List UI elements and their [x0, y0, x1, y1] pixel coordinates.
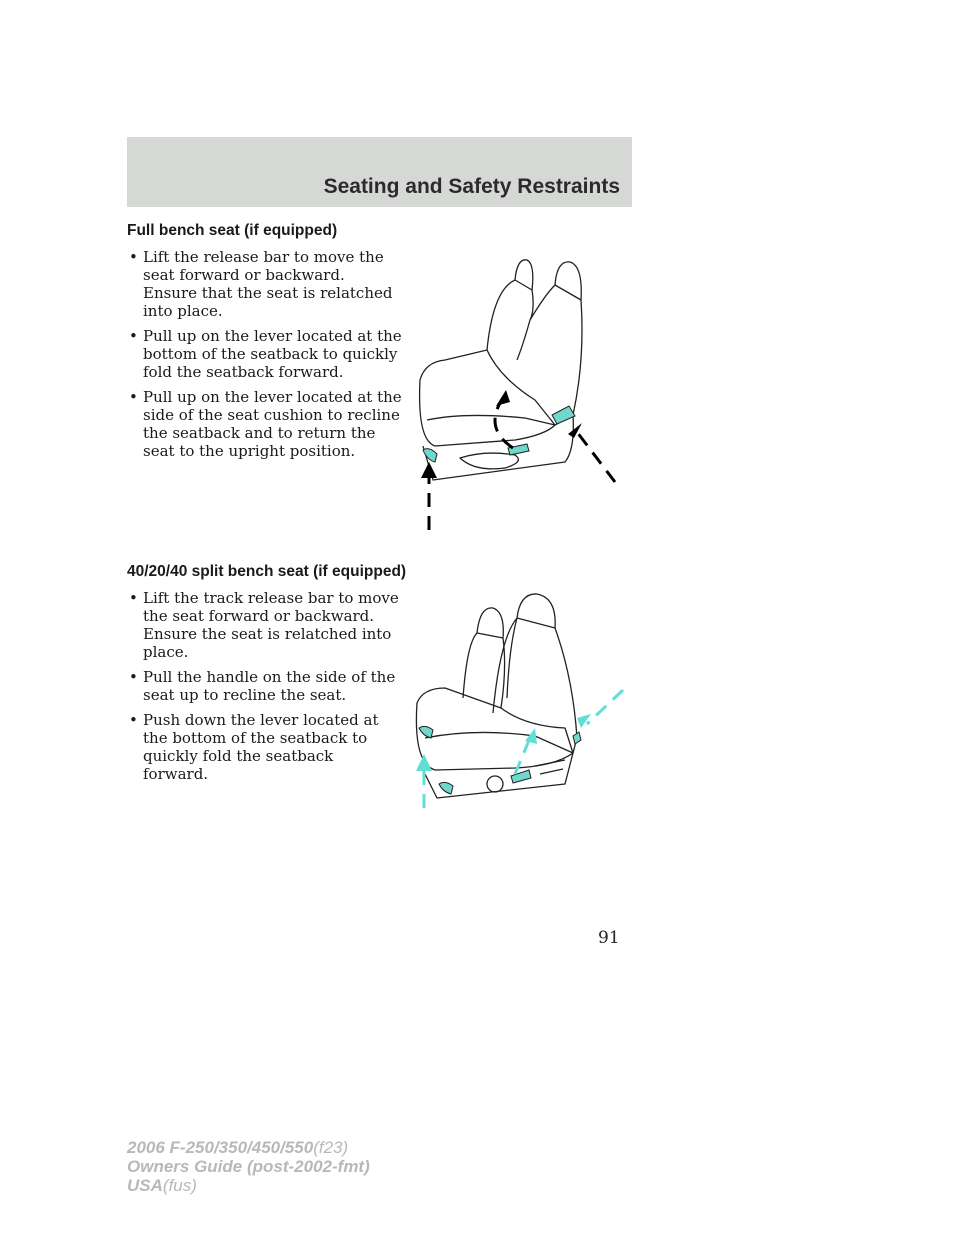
page-number: 91 [598, 928, 620, 948]
list-item: • Pull the handle on the side of the seat up to recline the seat. [129, 668, 396, 704]
section-split-bench-seat [127, 563, 406, 790]
bullet-list [127, 589, 406, 783]
footer-line: Owners Guide (post-2002-fmt) [127, 1157, 370, 1176]
list-item: • Pull up on the lever located at the side of the seat cushion to recline the seatback and to return the seat to the upright position. [129, 388, 402, 460]
bullet-list [127, 248, 403, 460]
list-item: • Push down the lever located at the bottom of the seatback to quickly fold the seatback forward. [129, 711, 379, 783]
track-release-bar-icon [439, 782, 453, 794]
split-bench-seat-illustration [405, 588, 630, 813]
section-full-bench-seat [127, 222, 403, 467]
footer-document-info [127, 1138, 370, 1195]
footer-line: 2006 F-250/350/450/550(f23) [127, 1138, 349, 1157]
full-bench-seat-illustration [405, 250, 630, 535]
header-band [127, 137, 632, 207]
recline-handle-icon [419, 726, 433, 738]
section-heading: Full bench seat (if equipped) [127, 222, 338, 239]
list-item: • Pull up on the lever located at the bottom of the seatback to quickly fold the seatback forward. [129, 327, 402, 381]
seatback-lever-icon [552, 406, 575, 424]
section-heading: 40/20/40 split bench seat (if equipped) [127, 563, 407, 580]
page-section-title: Seating and Safety Restraints [323, 175, 620, 198]
side-handle-icon [573, 732, 581, 744]
list-item: • Lift the track release bar to move the seat forward or backward. Ensure the seat is relatched into place. [129, 589, 399, 661]
seatback-fold-lever-icon [511, 770, 531, 783]
footer-line: USA(fus) [127, 1176, 197, 1195]
list-item: • Lift the release bar to move the seat forward or backward. Ensure that the seat is relatched into place. [129, 248, 393, 320]
